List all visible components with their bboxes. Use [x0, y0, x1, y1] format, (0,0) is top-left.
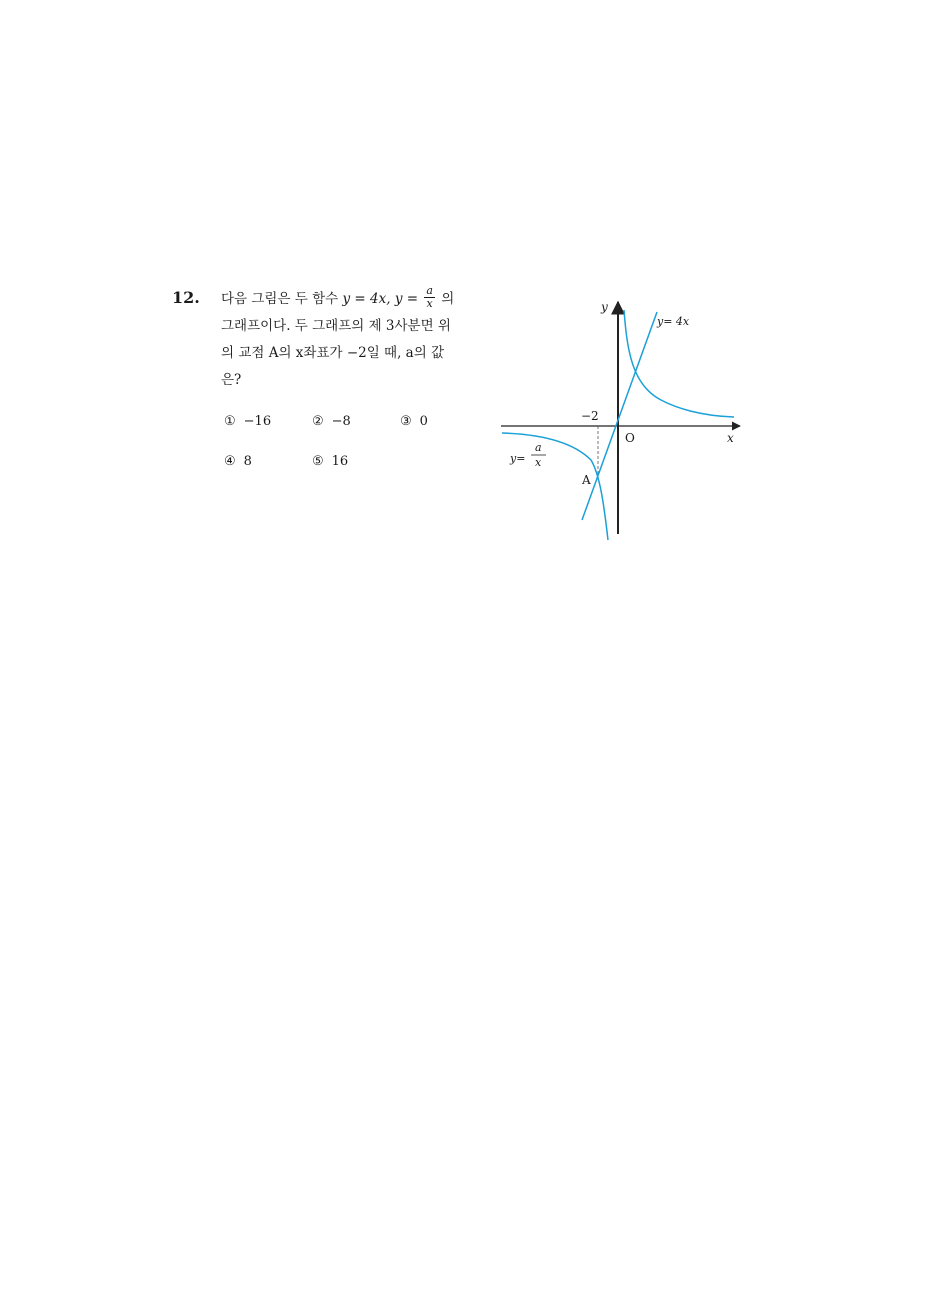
x-axis-label: x [727, 431, 734, 445]
tick-label-neg2: −2 [581, 409, 599, 423]
stem-line-2: 그래프이다. 두 그래프의 제 3사분면 위 [221, 318, 451, 334]
choice-4[interactable] [224, 454, 252, 469]
hyperbola-lower-branch [502, 433, 608, 540]
choice-mark: ① [224, 414, 236, 429]
choice-value: 8 [243, 454, 252, 469]
problem-stem [221, 286, 489, 394]
choice-5[interactable] [312, 454, 348, 469]
fraction [424, 285, 435, 310]
choice-mark: ④ [224, 454, 236, 469]
choice-mark: ③ [400, 414, 412, 429]
function-graph [496, 290, 746, 550]
choice-value: −16 [243, 414, 272, 429]
choice-1[interactable] [224, 414, 271, 429]
choice-3[interactable] [400, 414, 428, 429]
stem-text: 의 [441, 291, 455, 307]
choice-value: 0 [419, 414, 428, 429]
stem-line-1 [221, 286, 489, 313]
choice-value: −8 [331, 414, 351, 429]
fraction-denominator: x [426, 297, 433, 310]
choice-mark: ② [312, 414, 324, 429]
choice-value: 16 [331, 454, 349, 469]
line-label: y= 4x [657, 315, 690, 328]
choice-mark: ⑤ [312, 454, 324, 469]
stem-line-4: 은? [221, 372, 242, 388]
fraction-numerator: a [426, 284, 433, 297]
function-linear: y = 4x, [342, 291, 391, 307]
function-hyperbola-lhs: y = [394, 291, 419, 307]
hyperbola-label-lhs: y= [510, 452, 526, 465]
stem-line-3: 의 교점 A의 x좌표가 −2일 때, a의 값 [221, 345, 445, 361]
point-a-label: A [582, 473, 591, 487]
problem-number: 12. [172, 288, 200, 307]
hyperbola-label-num: a [535, 441, 542, 454]
choice-2[interactable] [312, 414, 351, 429]
hyperbola-label-den: x [535, 456, 542, 469]
origin-label: O [625, 431, 635, 445]
y-axis-label: y [601, 300, 608, 314]
stem-text: 다음 그림은 두 함수 [221, 291, 339, 307]
